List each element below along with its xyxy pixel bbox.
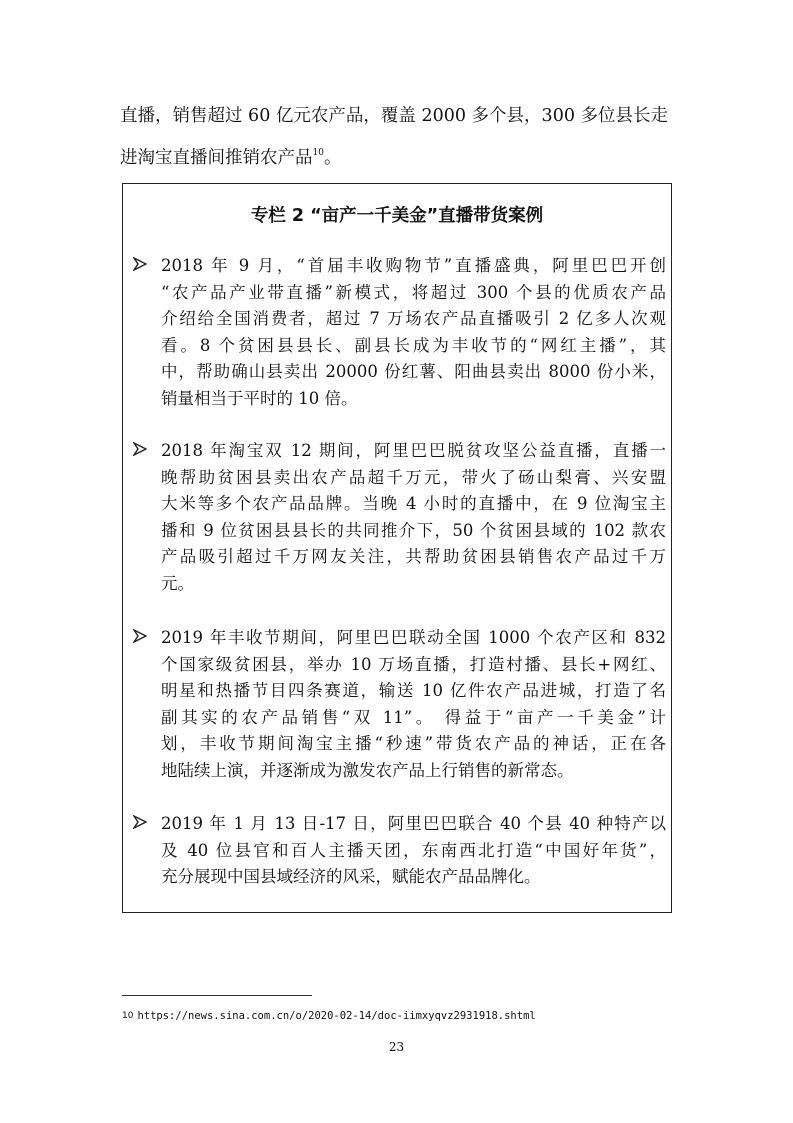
- arrow-bullet-icon: [133, 815, 147, 829]
- footnote: [122, 1010, 536, 1022]
- footnote-reference[interactable]: 10: [312, 148, 324, 158]
- box-title: 专栏 2 “亩产一千美金”直播带货案例: [250, 206, 544, 226]
- case-item-line: 销量相当于平时的 10 倍。: [161, 388, 358, 408]
- case-item-line: 2018 年 9 月，“首届丰收购物节”直播盛典，阿里巴巴开创: [161, 256, 666, 275]
- case-item-line: 及 40 位县官和百人主播天团，东南西北打造“中国好年货”，: [161, 840, 666, 860]
- arrow-bullet-icon: [133, 629, 147, 643]
- intro-line-2-end: 。: [323, 148, 342, 168]
- case-item-line: 中，帮助确山县卖出 20000 份红薯、阳曲县卖出 8000 份小米，: [161, 362, 666, 382]
- case-item-line: 元。: [161, 573, 194, 593]
- case-item-text: [161, 438, 666, 598]
- case-item-line: 副其实的农产品销售“双 11”。 得益于“亩产一千美金”计: [161, 707, 666, 727]
- case-item-line: 产品吸引超过千万网友关注，共帮助贫困县销售农产品过千万: [161, 547, 666, 567]
- footnote-url[interactable]: https://news.sina.com.cn/o/2020-02-14/doc-iimxyqvz2931918.shtml: [137, 1010, 536, 1022]
- intro-line-2: [120, 144, 341, 169]
- case-item-line: 充分展现中国县域经济的风采，赋能农产品品牌化。: [161, 867, 541, 887]
- case-item-line: 地陆续上演，并逐渐成为激发农产品上行销售的新常态。: [161, 760, 574, 780]
- case-item-line: 播和 9 位贫困县县长的共同推介下，50 个贫困县域的 102 款农: [161, 520, 666, 540]
- case-item-text: [161, 811, 666, 891]
- intro-line-1: 直播，销售超过 60 亿元农产品，覆盖 2000 多个县，300 多位县长走: [120, 106, 669, 126]
- case-item-line: 大米等多个农产品品牌。当晚 4 小时的直播中，在 9 位淘宝主: [161, 494, 666, 514]
- case-item-line: 2019 年 1 月 13 日-17 日，阿里巴巴联合 40 个县 40 种特产以: [161, 814, 666, 833]
- footnote-divider: [122, 995, 312, 996]
- case-item-line: 划，丰收节期间淘宝主播“秒速”带货农产品的神话，正在各: [161, 734, 666, 754]
- footnote-number: 10: [122, 1011, 134, 1021]
- case-item-line: 明星和热播节目四条赛道，输送 10 亿件农产品进城，打造了名: [161, 681, 666, 701]
- case-item-line: 晚帮助贫困县卖出农产品超千万元，带火了砀山梨膏、兴安盟: [161, 467, 666, 487]
- case-item-line: 2018 年淘宝双 12 期间，阿里巴巴脱贫攻坚公益直播，直播一: [161, 441, 666, 460]
- case-item-line: 个国家级贫困县，举办 10 万场直播，打造村播、县长+网红、: [161, 654, 666, 674]
- intro-line-2-text: 进淘宝直播间推销农产品: [120, 148, 313, 168]
- case-item-line: “农产品产业带直播”新模式，将超过 300 个县的优质农产品: [161, 282, 666, 302]
- case-item-text: [161, 625, 666, 785]
- case-study-box: [122, 183, 672, 913]
- case-item-line: 看。8 个贫困县县长、副县长成为丰收节的“网红主播”，其: [161, 335, 666, 355]
- case-item-text: [161, 253, 666, 413]
- arrow-bullet-icon: [133, 257, 147, 271]
- arrow-bullet-icon: [133, 442, 147, 456]
- case-item-line: 介绍给全国消费者，超过 7 万场农产品直播吸引 2 亿多人次观: [161, 309, 666, 329]
- page-number: 23: [388, 1040, 405, 1054]
- case-item-line: 2019 年丰收节期间，阿里巴巴联动全国 1000 个农产区和 832: [161, 628, 666, 647]
